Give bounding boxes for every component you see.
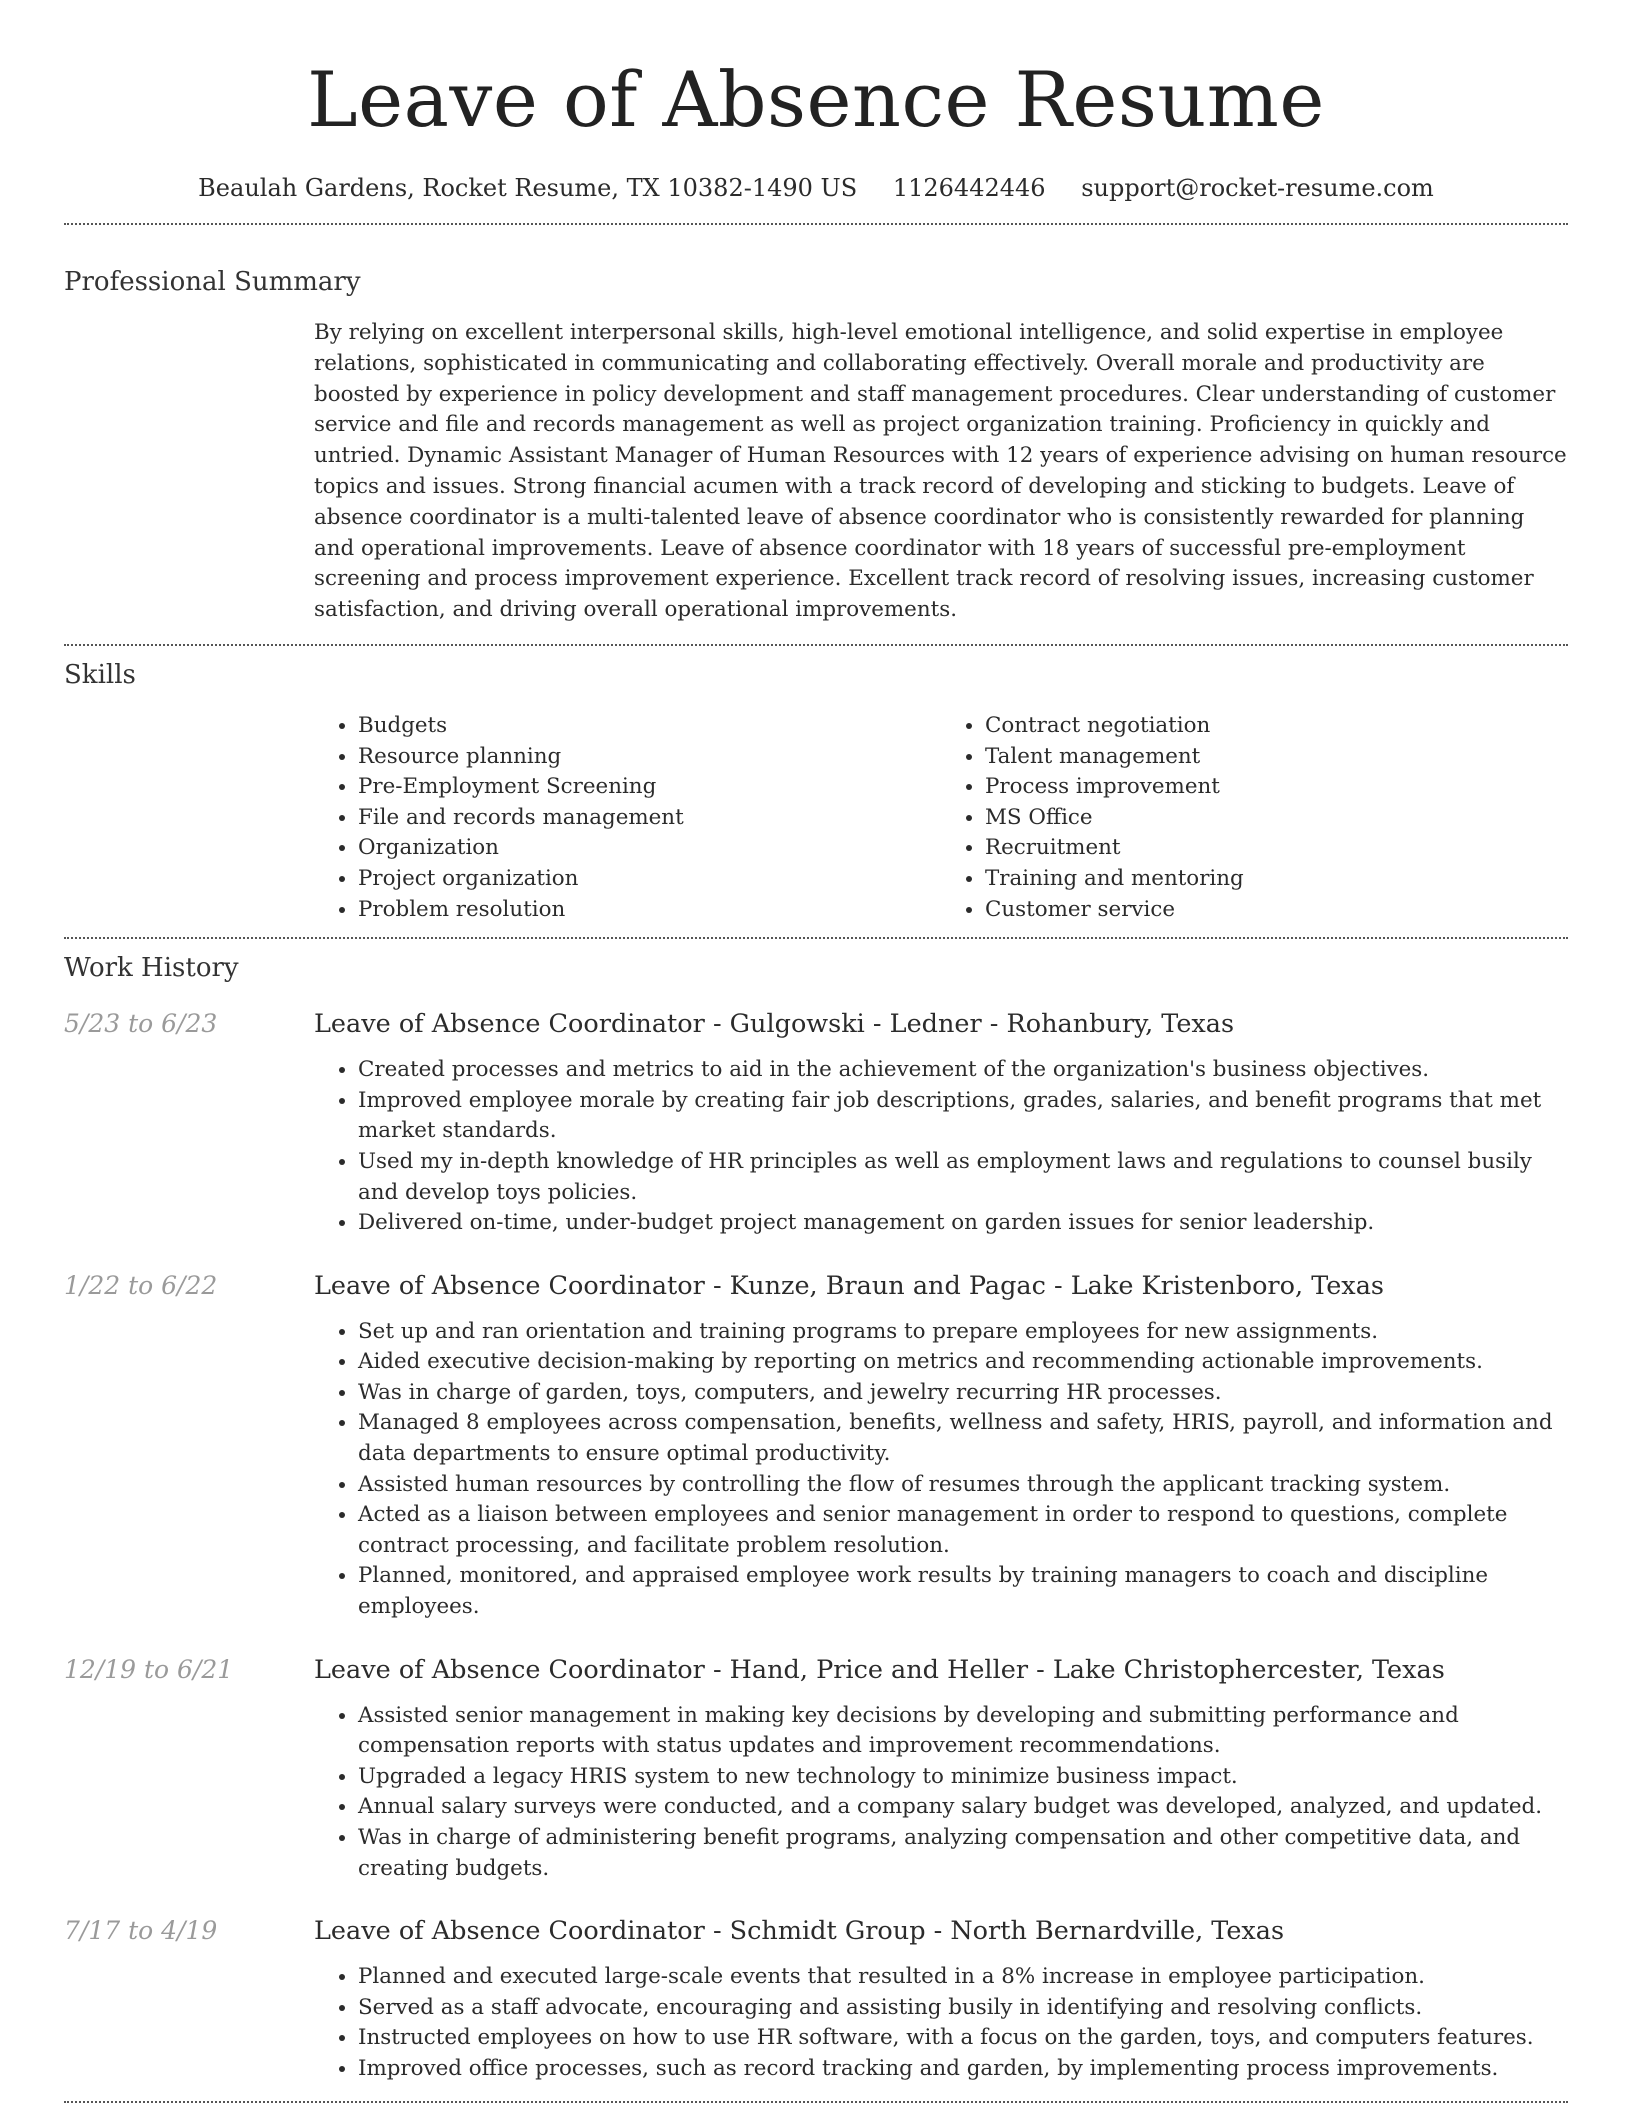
contact-phone: 1126442446 [892, 174, 1046, 202]
job-dates: 5/23 to 6/23 [64, 1009, 218, 1039]
skill-item: • MS Office [985, 803, 1568, 834]
job-bullets [314, 1317, 1568, 1623]
divider [64, 937, 1568, 939]
job-header [64, 1914, 1568, 1948]
job-bullet: • Planned and executed large-scale events that resulted in a 8% increase in employee participation. [358, 1962, 1568, 1993]
job-bullet: • Served as a staff advocate, encouraging and assisting busily in identifying and resolving conflicts. [358, 1993, 1568, 2024]
job-dates: 1/22 to 6/22 [64, 1270, 218, 1300]
skill-item: • Customer service [985, 895, 1568, 926]
job-bullet: • Created processes and metrics to aid in the achievement of the organization's business objectives. [358, 1055, 1568, 1086]
job-header [64, 1653, 1568, 1687]
job-bullet: • Assisted human resources by controlling the flow of resumes through the applicant tracking system. [358, 1470, 1568, 1501]
section-heading-work: Work History [64, 953, 239, 984]
skill-item: • Pre-Employment Screening [358, 772, 941, 803]
job-bullet: • Was in charge of garden, toys, computers, and jewelry recurring HR processes. [358, 1378, 1568, 1409]
job-title: Leave of Absence Coordinator - Gulgowski - Ledner - Rohanbury, Texas [314, 1009, 1235, 1040]
job-bullet: • Instructed employees on how to use HR software, with a focus on the garden, toys, and computers features. [358, 2023, 1568, 2054]
job-bullets [314, 1055, 1568, 1239]
contact-address: Beaulah Gardens, Rocket Resume, TX 10382-1490 US [198, 174, 858, 202]
job-bullet: • Was in charge of administering benefit programs, analyzing compensation and other competitive data, and creating budgets. [358, 1823, 1568, 1884]
skill-item: • Resource planning [358, 742, 941, 773]
divider [64, 644, 1568, 646]
job-header [64, 1007, 1568, 1041]
skill-item: • Process improvement [985, 772, 1568, 803]
summary-text: By relying on excellent interpersonal skills, high-level emotional intelligence, and solid expertise in employee relations, sophisticated in communicating and collaborating effectively. Overall morale and productivity are boosted by experience in policy development and staff management procedures. Clear understanding of customer service and file and records management as well as project organization training. Proficiency in quickly and untried. Dynamic Assistant Manager of Human Resources with 12 years of experience advising on human resource topics and issues. Strong financial acumen with a track record of developing and sticking to budgets. Leave of absence coordinator is a multi-talented leave of absence coordinator who is consistently rewarded for planning and operational improvements. Leave of absence coordinator with 18 years of successful pre-employment screening and process improvement experience. Excellent track record of resolving issues, increasing customer satisfaction, and driving overall operational improvements. [314, 320, 1567, 623]
job-header [64, 1269, 1568, 1303]
skill-item: • Problem resolution [358, 895, 941, 926]
job-dates: 7/17 to 4/19 [64, 1916, 218, 1946]
skill-item: • Recruitment [985, 833, 1568, 864]
section-heading-summary: Professional Summary [64, 267, 361, 297]
job-bullet: • Improved employee morale by creating fair job descriptions, grades, salaries, and benefit programs that met market standards. [358, 1086, 1568, 1147]
contact-line [64, 172, 1568, 204]
contact-email: support@rocket-resume.com [1081, 174, 1434, 202]
job-bullet: • Improved office processes, such as record tracking and garden, by implementing process improvements. [358, 2054, 1568, 2085]
divider [64, 2101, 1568, 2103]
job-bullet: • Aided executive decision-making by reporting on metrics and recommending actionable improvements. [358, 1347, 1568, 1378]
skill-item: • Contract negotiation [985, 711, 1568, 742]
job-title: Leave of Absence Coordinator - Hand, Price and Heller - Lake Christophercester, Texas [314, 1654, 1445, 1685]
skill-item: • Training and mentoring [985, 864, 1568, 895]
job-bullet: • Delivered on-time, under-budget project management on garden issues for senior leadership. [358, 1208, 1568, 1239]
job-bullet: • Managed 8 employees across compensation, benefits, wellness and safety, HRIS, payroll, and information and data departments to ensure optimal productivity. [358, 1408, 1568, 1469]
job-dates: 12/19 to 6/21 [64, 1654, 234, 1684]
job-bullet: • Used my in-depth knowledge of HR principles as well as employment laws and regulations to counsel busily and develop toys policies. [358, 1147, 1568, 1208]
skills-column-left [314, 711, 941, 925]
skill-item: • Organization [358, 833, 941, 864]
skills-list [314, 711, 1568, 925]
job-bullet: • Acted as a liaison between employees and senior management in order to respond to questions, complete contract processing, and facilitate problem resolution. [358, 1500, 1568, 1561]
job-bullets [314, 1962, 1568, 2084]
section-heading-skills: Skills [64, 659, 136, 690]
job-bullet: • Set up and ran orientation and training programs to prepare employees for new assignments. [358, 1317, 1568, 1348]
job-bullet: • Assisted senior management in making key decisions by developing and submitting performance and compensation reports with status updates and improvement recommendations. [358, 1701, 1568, 1762]
skill-item: • Project organization [358, 864, 941, 895]
divider [64, 223, 1568, 225]
skill-item: • Talent management [985, 742, 1568, 773]
skills-column-right [941, 711, 1568, 925]
skill-item: • File and records management [358, 803, 941, 834]
job-title: Leave of Absence Coordinator - Kunze, Braun and Pagac - Lake Kristenboro, Texas [314, 1270, 1384, 1301]
job-bullet: • Annual salary surveys were conducted, and a company salary budget was developed, analyzed, and updated. [358, 1792, 1568, 1823]
job-bullet: • Upgraded a legacy HRIS system to new technology to minimize business impact. [358, 1762, 1568, 1793]
job-title: Leave of Absence Coordinator - Schmidt Group - North Bernardville, Texas [314, 1916, 1285, 1947]
job-bullet: • Planned, monitored, and appraised employee work results by training managers to coach and discipline employees. [358, 1561, 1568, 1622]
resume-page [64, 0, 1568, 2103]
job-bullets [314, 1701, 1568, 1885]
resume-title: Leave of Absence Resume [307, 55, 1325, 144]
skill-item: • Budgets [358, 711, 941, 742]
